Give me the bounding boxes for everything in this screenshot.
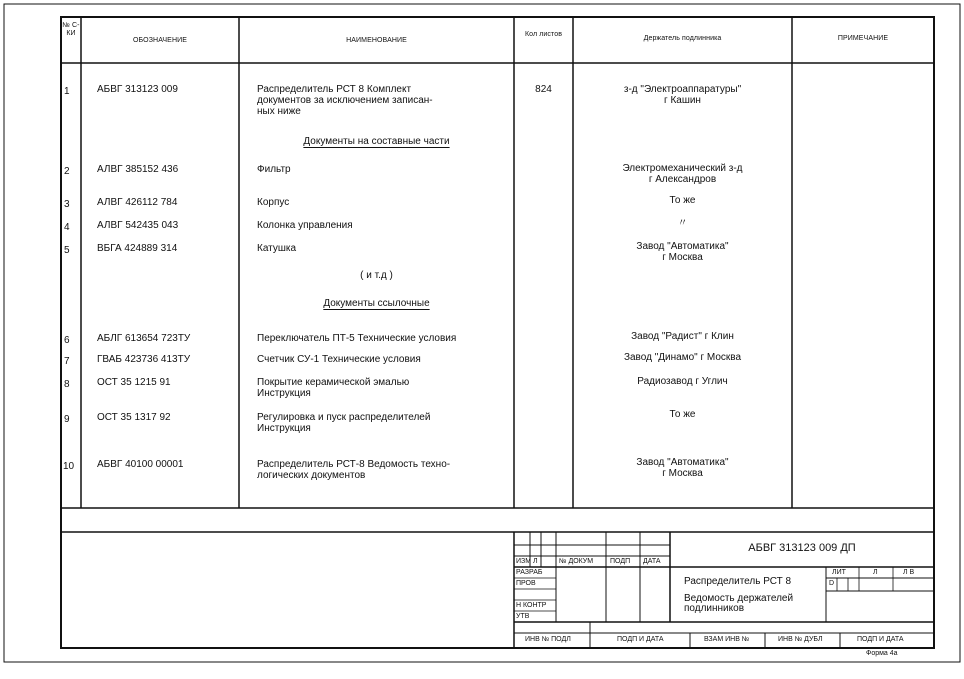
row-10-name-line1: Распределитель РСТ-8 Ведомость техно- (257, 459, 451, 470)
section-etc: ( и т.д ) (360, 270, 393, 281)
row-1-sheets: 824 (535, 84, 552, 95)
row-8-name-line2: Инструкция (257, 388, 311, 399)
row-6-name: Переключатель ПТ-5 Технические условия (257, 333, 457, 344)
role-developer: РАЗРАБ (516, 569, 543, 576)
col-sign: ПОДП (610, 558, 631, 565)
row-9-num: 9 (64, 414, 70, 425)
row-1-num: 1 (64, 86, 70, 97)
col-date: ДАТА (643, 558, 661, 565)
document-title-line3: подлинников (684, 603, 745, 614)
row-1-holder-line1: з-д "Электроаппаратуры" (623, 84, 742, 95)
form-number: Форма 4а (866, 650, 898, 657)
row-6-num: 6 (64, 335, 70, 346)
section-referenced: Документы ссылочные (323, 298, 430, 309)
row-4-num: 4 (64, 222, 70, 233)
row-3-holder: То же (669, 195, 696, 206)
footer-sign-date-2: ПОДП И ДАТА (857, 636, 904, 643)
row-3-num: 3 (64, 199, 70, 210)
row-4-code: АЛВГ 542435 043 (97, 220, 179, 231)
row-6-code: АБЛГ 613654 723ТУ (97, 333, 191, 344)
row-10-holder-line2: г Москва (662, 468, 703, 479)
footer-inv-original: ИНВ № ПОДЛ (525, 636, 571, 643)
col-l: Л (533, 558, 538, 565)
row-1-code: АБВГ 313123 009 (97, 84, 178, 95)
row-5-holder-line2: г Москва (662, 252, 703, 263)
row-9-name-line2: Инструкция (257, 423, 311, 434)
row-10-holder-line1: Завод "Автоматика" (636, 457, 729, 468)
row-6-holder: Завод "Радист" г Клин (631, 331, 734, 342)
document-code: АБВГ 313123 009 ДП (748, 542, 856, 554)
row-2-num: 2 (64, 166, 70, 177)
row-1-holder-line2: г Кашин (664, 95, 701, 106)
row-7-code: ГВАБ 423736 413ТУ (97, 354, 191, 365)
header-note: ПРИМЕЧАНИЕ (837, 35, 889, 42)
row-7-num: 7 (64, 356, 70, 367)
document-title-line1: Распределитель РСТ 8 (684, 576, 792, 587)
row-4-name: Колонка управления (257, 220, 353, 231)
col-doc-number: № ДОКУМ (559, 558, 594, 565)
sheets-label: Л В (903, 569, 915, 576)
row-5-code: ВБГА 424889 314 (97, 243, 178, 254)
row-8-name-line1: Покрытие керамической эмалью (257, 377, 410, 388)
row-5-name: Катушка (257, 243, 297, 254)
lit-value: D (829, 580, 835, 587)
row-8-code: ОСТ 35 1215 91 (97, 377, 171, 388)
row-10-name-line2: логических документов (257, 470, 366, 481)
role-norm-control: Н КОНТР (516, 602, 547, 609)
header-name: НАИМЕНОВАНИЕ (346, 37, 407, 44)
section-components: Документы на составные части (303, 136, 450, 147)
header-holder: Держатель подлинника (643, 35, 722, 42)
lit-label: ЛИТ (832, 569, 846, 576)
row-4-holder: 〃 (677, 218, 688, 229)
row-2-holder-line1: Электромеханический з-д (622, 163, 743, 174)
row-5-num: 5 (64, 245, 70, 256)
header-num: № С- КИ (62, 22, 80, 37)
footer-replace-inv: ВЗАМ ИНВ № (704, 636, 750, 643)
row-8-num: 8 (64, 379, 70, 390)
row-3-code: АЛВГ 426112 784 (97, 197, 178, 208)
row-7-name: Счетчик СУ-1 Технические условия (257, 354, 421, 365)
row-9-holder: То же (669, 409, 696, 420)
row-2-holder-line2: г Александров (648, 174, 717, 185)
row-2-name: Фильтр (257, 164, 291, 175)
row-1-name-line1: Распределитель РСТ 8 Комплект (257, 84, 412, 95)
document-title-line2: Ведомость держателей (684, 593, 794, 604)
sheet-label: Л (873, 569, 878, 576)
row-8-holder: Радиозавод г Углич (637, 376, 728, 387)
row-7-holder: Завод "Динамо" г Москва (623, 352, 742, 363)
role-checker: ПРОВ (516, 580, 536, 587)
header-sheets: Кол листов (524, 31, 563, 38)
col-izm: ИЗМ (516, 558, 532, 565)
row-5-holder-line1: Завод "Автоматика" (636, 241, 729, 252)
header-designation: ОБОЗНАЧЕНИЕ (133, 37, 187, 44)
role-approved: УТВ (516, 613, 530, 620)
row-10-code: АБВГ 40100 00001 (97, 459, 184, 470)
footer-inv-duplicate: ИНВ № ДУБЛ (778, 636, 823, 643)
row-3-name: Корпус (257, 197, 290, 208)
row-1-name-line2: документов за исключением записан- (257, 95, 433, 106)
footer-sign-date-1: ПОДП И ДАТА (617, 636, 664, 643)
row-2-code: АЛВГ 385152 436 (97, 164, 179, 175)
row-9-name-line1: Регулировка и пуск распределителей (257, 412, 431, 423)
row-10-num: 10 (63, 461, 75, 472)
row-1-name-line3: ных ниже (257, 106, 301, 117)
row-9-code: ОСТ 35 1317 92 (97, 412, 171, 423)
